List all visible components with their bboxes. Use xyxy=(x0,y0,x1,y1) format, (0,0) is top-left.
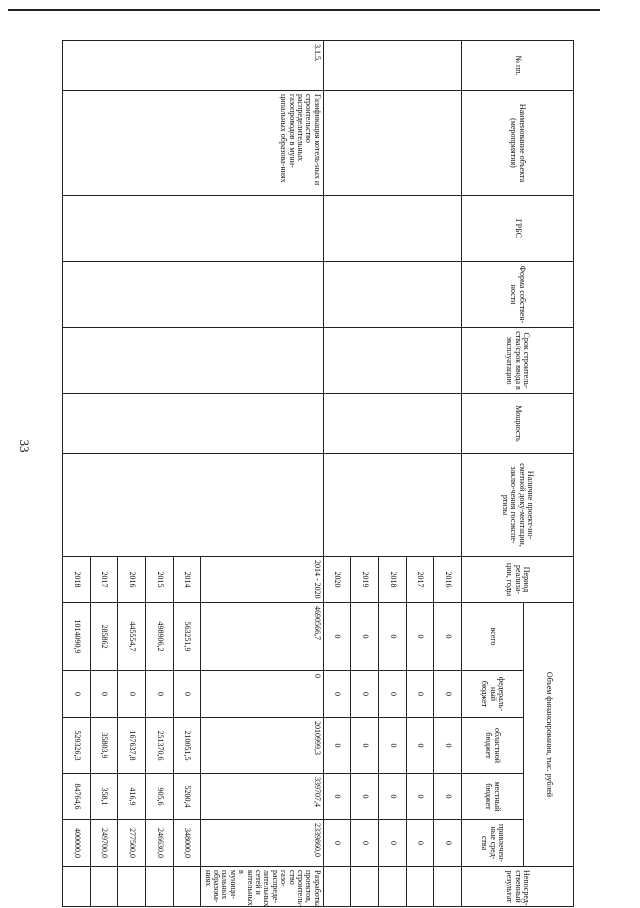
cell-federal: 0 xyxy=(379,671,407,718)
table-row xyxy=(201,41,323,907)
cell-attracted: 348000,0 xyxy=(173,820,201,867)
cell-result xyxy=(90,867,118,907)
cell-item-term xyxy=(63,328,324,394)
cell-total: 285862 xyxy=(90,603,118,671)
cell-attracted: 0 xyxy=(434,820,462,867)
cell-item-grbs xyxy=(63,196,324,262)
cell-regional: 2010999,3 xyxy=(201,718,323,774)
cell-local: 905,6 xyxy=(146,774,174,820)
cell-year: 2018 xyxy=(63,557,91,603)
cell-capacity-prev xyxy=(323,394,461,454)
header-no: № пп. xyxy=(462,41,574,91)
cell-result xyxy=(63,867,91,907)
cell-total: 0 xyxy=(434,603,462,671)
cell-result xyxy=(118,867,146,907)
cell-federal: 0 xyxy=(63,671,91,718)
cell-local: 84764,6 xyxy=(63,774,91,820)
header-name: Наименование объекта (мероприятия) xyxy=(462,91,574,196)
cell-attracted: 0 xyxy=(406,820,434,867)
cell-term-prev xyxy=(323,328,461,394)
cell-regional: 210051,5 xyxy=(173,718,201,774)
cell-attracted: 249700,0 xyxy=(90,820,118,867)
cell-total: 4690566,7 xyxy=(201,603,323,671)
header-row-1 xyxy=(524,41,574,907)
cell-ownership-prev xyxy=(323,262,461,328)
header-grbs: ГРБС xyxy=(462,196,574,262)
cell-year: 2016 xyxy=(118,557,146,603)
cell-total: 1014090,9 xyxy=(63,603,91,671)
cell-total: 563251,9 xyxy=(173,603,201,671)
cell-federal: 0 xyxy=(351,671,379,718)
cell-year: 2020 xyxy=(323,557,351,603)
cell-attracted: 277500,0 xyxy=(118,820,146,867)
cell-attracted: 0 xyxy=(323,820,351,867)
cell-federal: 0 xyxy=(90,671,118,718)
cell-result xyxy=(379,867,407,907)
header-construction-term: Срок строитель-ства/срок ввода в эксплуатацию xyxy=(462,328,574,394)
cell-regional: 167637,8 xyxy=(118,718,146,774)
cell-regional: 0 xyxy=(323,718,351,774)
cell-no-prev xyxy=(323,41,461,91)
header-total: всего xyxy=(462,603,524,671)
cell-year: 2016 xyxy=(434,557,462,603)
cell-result xyxy=(173,867,201,907)
cell-federal: 0 xyxy=(201,671,323,718)
page-number: 33 xyxy=(17,439,32,453)
cell-local: 358,1 xyxy=(90,774,118,820)
cell-local: 0 xyxy=(351,774,379,820)
cell-attracted: 0 xyxy=(351,820,379,867)
cell-year: 2018 xyxy=(379,557,407,603)
header-funding: Объем финансирования, тыс. рублей xyxy=(524,603,574,867)
cell-local: 0 xyxy=(406,774,434,820)
page-top-rule xyxy=(8,9,600,11)
cell-regional: 35803,9 xyxy=(90,718,118,774)
cell-regional: 0 xyxy=(379,718,407,774)
cell-item-no: 3.1.5. xyxy=(63,41,324,91)
cell-year: 2015 xyxy=(146,557,174,603)
cell-result xyxy=(406,867,434,907)
cell-year: 2019 xyxy=(351,557,379,603)
cell-docs-prev xyxy=(323,454,461,557)
cell-federal: 0 xyxy=(434,671,462,718)
cell-total: 0 xyxy=(379,603,407,671)
cell-result xyxy=(323,867,351,907)
cell-regional: 251370,6 xyxy=(146,718,174,774)
header-attracted: привлечен-ные сред-ства xyxy=(462,820,524,867)
cell-local: 0 xyxy=(379,774,407,820)
cell-attracted: 0 xyxy=(379,820,407,867)
header-ownership: Форма собствен-ности xyxy=(462,262,574,328)
cell-attracted: 2339860,0 xyxy=(201,820,323,867)
cell-year: 2017 xyxy=(90,557,118,603)
cell-total: 0 xyxy=(323,603,351,671)
financing-table xyxy=(62,40,574,907)
cell-total: 445554,7 xyxy=(118,603,146,671)
cell-total: 498906,2 xyxy=(146,603,174,671)
cell-result xyxy=(351,867,379,907)
cell-item-name: Газификация котель-ных и строительство распределительных газопроводов в муни-ципальных образова-ниях xyxy=(63,91,324,196)
cell-regional: 0 xyxy=(406,718,434,774)
header-federal: федераль-ный бюджет xyxy=(462,671,524,718)
cell-federal: 0 xyxy=(173,671,201,718)
cell-local: 339707,4 xyxy=(201,774,323,820)
cell-federal: 0 xyxy=(118,671,146,718)
cell-local: 0 xyxy=(434,774,462,820)
cell-result xyxy=(434,867,462,907)
financing-table-rotated xyxy=(62,40,574,906)
header-capacity: Мощность xyxy=(462,394,574,454)
header-regional: областной бюджет xyxy=(462,718,524,774)
cell-federal: 0 xyxy=(406,671,434,718)
cell-result xyxy=(146,867,174,907)
cell-grbs-prev xyxy=(323,196,461,262)
header-project-docs: Наличие проект-но-сметной доку-ментации, заклю-чения госэкспе-ртизы xyxy=(462,454,574,557)
cell-federal: 0 xyxy=(323,671,351,718)
cell-item-capacity xyxy=(63,394,324,454)
table-row xyxy=(434,41,462,907)
cell-year: 2014 xyxy=(173,557,201,603)
header-period: Период реализа-ции, годы xyxy=(462,557,574,603)
cell-item-docs xyxy=(63,454,324,557)
cell-item-ownership xyxy=(63,262,324,328)
cell-attracted: 400000,0 xyxy=(63,820,91,867)
cell-local: 5200,4 xyxy=(173,774,201,820)
cell-regional: 0 xyxy=(434,718,462,774)
cell-name-prev xyxy=(323,91,461,196)
cell-local: 0 xyxy=(323,774,351,820)
cell-period: 2014 - 2020 xyxy=(201,557,323,603)
cell-item-result: Разработка проектов, строитель-ство газо-распреде-лительных сетей и котельных в муници-пальных образова-ниях xyxy=(201,867,323,907)
cell-regional: 529326,3 xyxy=(63,718,91,774)
cell-federal: 0 xyxy=(146,671,174,718)
cell-total: 0 xyxy=(351,603,379,671)
cell-year: 2017 xyxy=(406,557,434,603)
header-result: Непосред-ственный результат xyxy=(462,867,574,907)
header-local: местный бюджет xyxy=(462,774,524,820)
cell-regional: 0 xyxy=(351,718,379,774)
cell-total: 0 xyxy=(406,603,434,671)
cell-local: 416,9 xyxy=(118,774,146,820)
cell-attracted: 246630,0 xyxy=(146,820,174,867)
